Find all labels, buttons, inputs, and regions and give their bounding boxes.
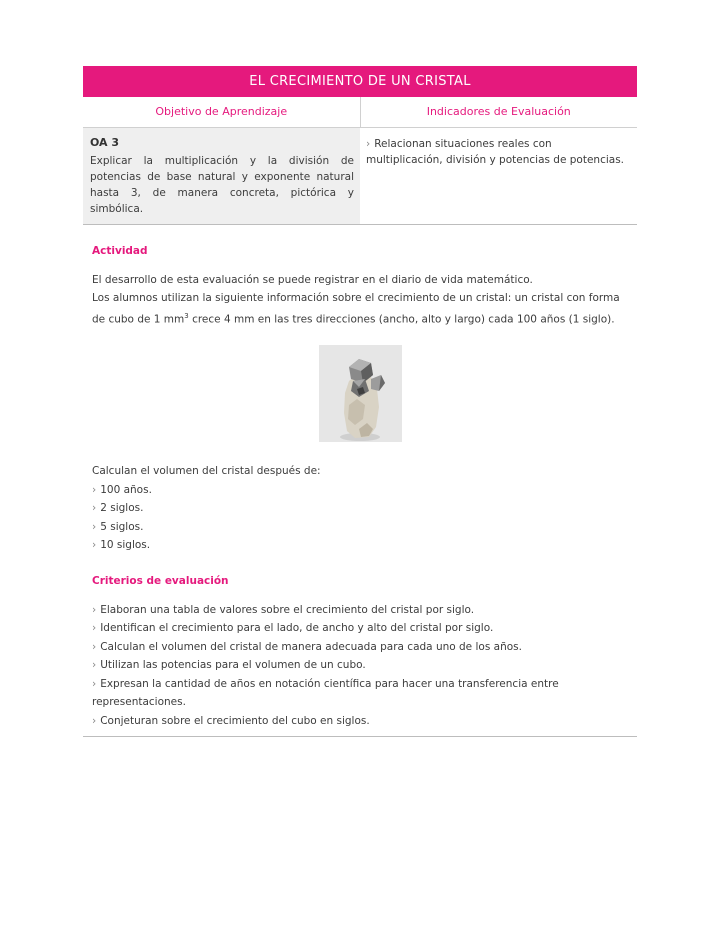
paragraph-2-end: crece 4 mm en las tres direcciones (ancho, alto y largo) cada 100 años (1 siglo). <box>188 313 615 326</box>
list-item-text: 100 años. <box>100 483 152 496</box>
list-item-text: Calculan el volumen del cristal de manera adecuada para cada uno de los años. <box>100 640 522 653</box>
list-item-text: Expresan la cantidad de años en notación científica para hacer una transferencia entre representaciones. <box>92 677 559 708</box>
criterios-list <box>92 601 629 731</box>
evaluation-sheet <box>83 66 637 737</box>
list-item-text: Utilizan las potencias para el volumen de un cubo. <box>100 659 366 671</box>
indicador-cell <box>360 128 637 224</box>
bullet-icon: › <box>92 714 97 727</box>
list-item <box>92 619 629 638</box>
list-item <box>92 518 629 537</box>
list-item <box>92 499 629 518</box>
paragraph-2-start: Los alumnos utilizan la siguiente información sobre el crecimiento de un cristal: un cristal con forma de cubo de 1 mm <box>92 292 620 326</box>
bullet-icon: › <box>92 603 97 616</box>
actividad-list <box>92 481 629 555</box>
list-item-text: Identifican el crecimiento para el lado, de ancho y alto del cristal por siglo. <box>100 622 494 634</box>
indicador-text: Relacionan situaciones reales con multiplicación, división y potencias de potencias. <box>366 138 625 166</box>
list-item <box>92 656 629 675</box>
bullet-icon: › <box>92 640 97 653</box>
page-title: EL CRECIMIENTO DE UN CRISTAL <box>83 66 637 97</box>
table-header <box>83 97 637 128</box>
objetivo-cell <box>83 128 360 224</box>
bullet-icon: › <box>366 138 371 150</box>
list-item <box>92 638 629 657</box>
list-item-text: Conjeturan sobre el crecimiento del cubo en siglos. <box>100 714 370 727</box>
bottom-divider <box>83 736 637 737</box>
criterios-heading: Criterios de evaluación <box>92 574 229 587</box>
bullet-icon: › <box>92 539 97 551</box>
bullet-icon: › <box>92 659 97 671</box>
actividad-paragraph-1: El desarrollo de esta evaluación se puede registrar en el diario de vida matemático. <box>92 274 533 286</box>
actividad-heading: Actividad <box>92 245 148 257</box>
oa-text: Explicar la multiplicación y la división de potencias de base natural y exponente natural hasta 3, de manera concreta, pictórica y simbólica. <box>90 155 354 215</box>
list-item-text: 5 siglos. <box>100 520 144 533</box>
list-item-text: Elaboran una tabla de valores sobre el crecimiento del cristal por siglo. <box>100 603 475 616</box>
list-item <box>92 536 629 555</box>
cubed-superscript: 3 <box>184 312 189 320</box>
bullet-icon: › <box>92 520 97 533</box>
header-objetivo: Objetivo de Aprendizaje <box>155 105 288 118</box>
list-item <box>92 675 629 712</box>
header-indicadores: Indicadores de Evaluación <box>360 97 638 127</box>
crystal-photo <box>319 345 402 442</box>
oa-code: OA 3 <box>90 136 120 149</box>
list-item <box>92 712 629 731</box>
list-item-text: 2 siglos. <box>100 502 144 514</box>
list-item <box>92 481 629 500</box>
actividad-section <box>83 245 637 730</box>
calculan-intro: Calculan el volumen del cristal después de: <box>92 464 321 477</box>
list-item-text: 10 siglos. <box>100 539 151 551</box>
bullet-icon: › <box>92 483 97 496</box>
bullet-icon: › <box>92 502 97 514</box>
actividad-paragraph-2 <box>92 289 629 329</box>
bullet-icon: › <box>92 677 97 690</box>
bullet-icon: › <box>92 622 97 634</box>
table-row <box>83 128 637 225</box>
list-item <box>92 601 629 620</box>
crystal-image <box>319 345 402 442</box>
